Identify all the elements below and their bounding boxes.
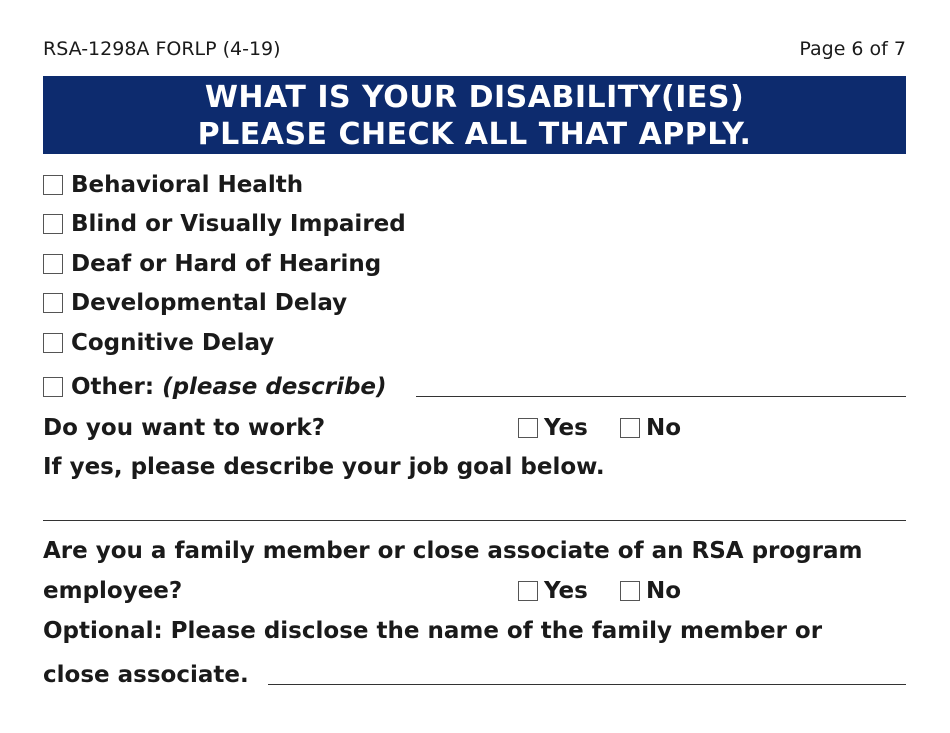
work-yes-label: Yes bbox=[544, 415, 588, 441]
disability-option-developmental-delay[interactable] bbox=[43, 290, 347, 316]
job-goal-prompt: If yes, please describe your job goal below. bbox=[43, 454, 605, 480]
disability-option-other[interactable] bbox=[43, 374, 387, 400]
disability-label: Behavioral Health bbox=[71, 172, 304, 198]
page-number: Page 6 of 7 bbox=[799, 38, 906, 60]
family-no-option[interactable] bbox=[620, 578, 681, 604]
banner-line-1: WHAT IS YOUR DISABILITY(IES) bbox=[204, 80, 745, 115]
family-yes-option[interactable] bbox=[518, 578, 588, 604]
job-goal-field[interactable] bbox=[43, 520, 906, 521]
other-checkbox[interactable] bbox=[43, 377, 63, 397]
form-code: RSA-1298A FORLP (4-19) bbox=[43, 38, 281, 60]
work-yes-checkbox[interactable] bbox=[518, 418, 538, 438]
section-banner bbox=[43, 76, 906, 154]
disability-option-cognitive-delay[interactable] bbox=[43, 330, 274, 356]
work-no-checkbox[interactable] bbox=[620, 418, 640, 438]
family-yes-checkbox[interactable] bbox=[518, 581, 538, 601]
disability-label: Deaf or Hard of Hearing bbox=[71, 251, 382, 277]
other-hint: (please describe) bbox=[162, 374, 387, 400]
disability-option-behavioral-health[interactable] bbox=[43, 172, 303, 198]
work-question: Do you want to work? bbox=[43, 415, 326, 441]
other-label: Other: bbox=[71, 374, 155, 400]
optional-disclosure-line-1: Optional: Please disclose the name of the family member or bbox=[43, 618, 823, 644]
work-no-option[interactable] bbox=[620, 415, 681, 441]
deaf-checkbox[interactable] bbox=[43, 254, 63, 274]
other-describe-field[interactable] bbox=[416, 396, 906, 397]
developmental-delay-checkbox[interactable] bbox=[43, 293, 63, 313]
work-yes-option[interactable] bbox=[518, 415, 588, 441]
behavioral-health-checkbox[interactable] bbox=[43, 175, 63, 195]
family-question-line-1: Are you a family member or close associate of an RSA program bbox=[43, 538, 863, 564]
family-question-line-2: employee? bbox=[43, 578, 183, 604]
blind-checkbox[interactable] bbox=[43, 214, 63, 234]
associate-name-field[interactable] bbox=[268, 684, 906, 685]
disability-option-deaf[interactable] bbox=[43, 251, 381, 277]
family-no-checkbox[interactable] bbox=[620, 581, 640, 601]
disability-option-blind[interactable] bbox=[43, 211, 406, 237]
family-no-label: No bbox=[646, 578, 682, 604]
disability-label: Cognitive Delay bbox=[71, 330, 275, 356]
disability-label: Developmental Delay bbox=[71, 290, 348, 316]
banner-line-2: PLEASE CHECK ALL THAT APPLY. bbox=[197, 117, 752, 152]
optional-disclosure-line-2: close associate. bbox=[43, 662, 249, 688]
work-no-label: No bbox=[646, 415, 682, 441]
family-yes-label: Yes bbox=[544, 578, 588, 604]
disability-label: Blind or Visually Impaired bbox=[71, 211, 406, 237]
cognitive-delay-checkbox[interactable] bbox=[43, 333, 63, 353]
